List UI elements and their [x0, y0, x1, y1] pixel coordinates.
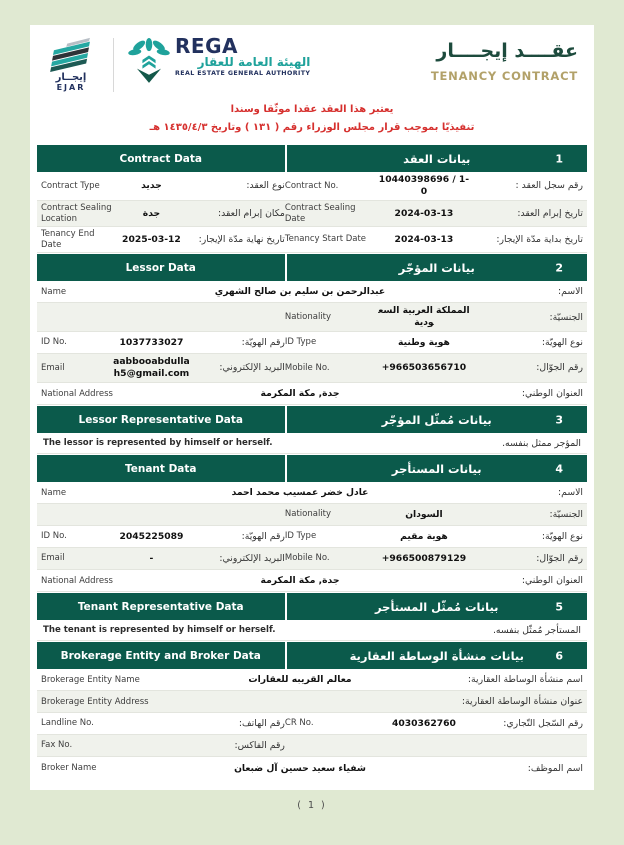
ejar-stripes-icon: [42, 36, 100, 72]
label-ar: اسم الموظف:: [527, 763, 583, 775]
rega-logo-text: [175, 36, 310, 77]
field-value: جدة, مكة المكرمة: [260, 388, 340, 400]
label-ar: نوع العقد:: [246, 180, 285, 192]
field-lessor-id-no: [41, 337, 285, 349]
label-ar: البريد الإلكتروني:: [219, 552, 285, 564]
field-contract-type: [41, 180, 285, 192]
field-tenancy-start: [285, 234, 583, 246]
document-title: [431, 36, 582, 83]
field-value: هوية مقيم: [400, 530, 448, 542]
label-en: Landline No.: [41, 718, 94, 729]
label-ar: تاريخ بداية مدّة الإيجار:: [496, 233, 583, 245]
label-en: Nationality: [284, 312, 332, 323]
section-number: 3: [555, 413, 563, 427]
label-ar: رقم الهاتف:: [238, 717, 285, 729]
section-title-en: Lessor Data: [37, 254, 285, 281]
field-tenant-id-no: [41, 531, 285, 543]
field-lessor-mobile: [285, 362, 583, 374]
row-lessor-name: [37, 281, 587, 303]
label-en: Mobile No.: [284, 553, 330, 564]
row-tenant-nationality: [37, 504, 587, 526]
section-header-right: [287, 254, 588, 281]
field-cr-no: [285, 718, 583, 730]
field-tenant-mobile: [285, 553, 583, 565]
label-en: Brokerage Entity Address: [41, 696, 149, 707]
label-ar: رقم الجوّال:: [536, 362, 583, 374]
row-broker-phones: [37, 713, 587, 735]
label-en: CR No.: [284, 718, 314, 729]
field-value: جدة: [142, 207, 161, 219]
label-en: ID Type: [284, 337, 317, 348]
section-number: 6: [555, 649, 563, 663]
section-header-right: [287, 145, 588, 172]
field-value: 10440398696 / 1-0: [378, 174, 470, 197]
section-title-ar: بيانات منشأة الوساطة العقارية: [349, 648, 524, 663]
field-value: 1037733027: [119, 336, 184, 348]
label-ar: نوع الهويّة:: [541, 337, 583, 348]
label-ar: مكان إبرام العقد:: [217, 207, 285, 219]
page-number: ( 1 ): [297, 800, 327, 811]
label-ar: الاسم:: [558, 487, 583, 499]
field-value: عبدالرحمن بن سليم بن صالح الشهري: [214, 286, 386, 298]
label-ar: رقم الهويّة:: [241, 530, 285, 542]
legal-notice: [37, 99, 587, 144]
label-ar: رقم الجوّال:: [536, 552, 583, 564]
label-ar: تاريخ إبرام العقد:: [517, 207, 583, 219]
field-tenant-nationality: [285, 509, 583, 521]
document-title-ar: عقــــد إيجــــار: [436, 40, 578, 62]
field-value: معالم القريبه للعقارات: [248, 674, 352, 686]
row-lessor-id: [37, 332, 587, 354]
section-header-tenant: [37, 455, 587, 482]
row-lessor-contact: [37, 354, 587, 383]
rega-name-en: REAL ESTATE GENERAL AUTHORITY: [175, 69, 311, 77]
field-value: 2024-03-13: [394, 233, 454, 245]
section-number: 2: [555, 261, 563, 275]
field-lessor-id-type: [285, 337, 583, 349]
rega-wordmark: REGA: [175, 34, 238, 58]
field-landline: [41, 718, 285, 730]
label-en: Fax No.: [41, 740, 73, 751]
label-en: National Address: [41, 388, 113, 399]
rep-note-en: The tenant is represented by himself or herself.: [43, 625, 276, 636]
row-tenant-address: [37, 570, 587, 592]
field-value: 2024-03-13: [394, 207, 454, 219]
section-header-lessor-rep: [37, 406, 587, 433]
document-title-en: TENANCY CONTRACT: [430, 68, 578, 83]
field-contract-no: [285, 174, 583, 198]
row-broker-name: [37, 757, 587, 790]
label-ar: الجنسيّة:: [549, 311, 583, 323]
row-tenancy-dates: [37, 227, 587, 253]
ejar-logo: [42, 36, 100, 92]
label-en: Contract No.: [284, 180, 339, 191]
label-en: Nationality: [284, 509, 332, 520]
section-header-broker: [37, 642, 587, 669]
field-value: جدة, مكة المكرمة: [260, 575, 340, 587]
field-tenancy-end: [41, 229, 285, 250]
label-ar: الجنسيّة:: [549, 508, 583, 520]
row-brokerage-name: [37, 669, 587, 691]
legal-notice-line2: تنفيذيّا بموجب قرار مجلس الوزراء رقم ( ١٣١ ) وتاريخ ١٤٣٥/٤/٣ هـ: [149, 122, 475, 133]
field-value: هوية وطنية: [398, 336, 450, 348]
label-en: Brokerage Entity Name: [41, 674, 140, 685]
field-lessor-email: [41, 356, 285, 380]
row-sealing: [37, 201, 587, 227]
field-value: جديد: [141, 179, 162, 191]
section-number: 1: [555, 152, 563, 165]
label-ar: رقم الفاكس:: [234, 739, 285, 751]
section-title-en: Tenant Representative Data: [37, 593, 285, 620]
contract-page: [30, 25, 594, 790]
section-title-ar: بيانات مُمثّل المستأجر: [375, 599, 499, 614]
rep-note-en: The lessor is represented by himself or herself.: [43, 438, 273, 449]
row-tenant-contact: [37, 548, 587, 570]
label-ar: رقم السّجل التّجاري:: [503, 717, 583, 729]
section-title-en: Lessor Representative Data: [37, 406, 285, 433]
field-sealing-date: [285, 203, 583, 224]
page-header: [37, 25, 587, 99]
legal-notice-line1: يعتبر هذا العقد عقدا موثّقا وسندا: [230, 104, 394, 115]
row-lessor-rep-note: [37, 433, 587, 454]
section-header-right: [287, 455, 588, 482]
ejar-logo-text-en: EJAR: [56, 83, 86, 92]
label-en: ID No.: [41, 531, 67, 542]
label-ar: البريد الإلكتروني:: [219, 362, 285, 374]
label-ar: اسم منشأة الوساطة العقارية:: [467, 674, 583, 686]
label-en: National Address: [41, 575, 113, 586]
section-title-ar: بيانات العقد: [403, 151, 471, 166]
rega-logo: [127, 36, 310, 84]
section-title-en: Tenant Data: [37, 455, 285, 482]
row-tenant-name: [37, 482, 587, 504]
field-value: +966500879129: [381, 552, 467, 564]
label-en: Name: [41, 487, 67, 498]
label-ar: رقم الهويّة:: [241, 337, 285, 348]
section-header-contract: [37, 145, 587, 172]
label-ar: الاسم:: [558, 286, 583, 298]
row-lessor-nationality: [37, 303, 587, 332]
logo-divider: [113, 38, 114, 92]
label-ar: نوع الهويّة:: [541, 530, 583, 542]
field-tenant-email: [41, 553, 285, 565]
row-contract-no-type: [37, 172, 587, 201]
label-ar: عنوان منشأة الوساطة العقارية:: [461, 696, 583, 708]
label-en: ID Type: [284, 531, 317, 542]
field-value: السودان: [405, 508, 443, 520]
field-value: 2025-03-12: [122, 233, 181, 245]
section-title-ar: بيانات المستأجر: [391, 461, 482, 476]
section-title-ar: بيانات المؤجّر: [398, 260, 475, 275]
label-en: Mobile No.: [284, 362, 330, 373]
section-header-right: [287, 406, 588, 433]
section-header-lessor: [37, 254, 587, 281]
label-en: Contract Type: [41, 180, 100, 191]
label-en: Email: [41, 362, 65, 373]
label-en: Broker Name: [41, 763, 97, 774]
field-value: عادل خضر عمسيب محمد احمد: [231, 487, 369, 499]
label-en: Tenancy End Date: [41, 229, 95, 250]
rega-name-ar: الهيئة العامة للعقار: [197, 55, 311, 69]
field-sealing-location: [41, 203, 285, 224]
row-lessor-address: [37, 383, 587, 405]
label-en: Contract Sealing Date: [284, 202, 356, 224]
section-header-right: [287, 642, 588, 669]
section-header-right: [287, 593, 588, 620]
section-title-ar: بيانات مُمثّل المؤجّر: [381, 412, 492, 427]
row-fax: [37, 735, 587, 757]
rep-note-ar: المؤجر ممثل بنفسه.: [502, 437, 581, 449]
rep-note-ar: المستأجر مُمثّل بنفسه.: [492, 624, 581, 636]
field-value: aabbooabdullah5@gmail.com: [113, 356, 190, 380]
label-ar: العنوان الوطني:: [521, 575, 583, 587]
field-value: 4030362760: [391, 717, 456, 729]
section-title-en: Contract Data: [37, 145, 285, 172]
row-tenant-id: [37, 526, 587, 548]
label-ar: العنوان الوطني:: [521, 388, 583, 400]
label-en: Contract Sealing Location: [41, 202, 112, 224]
label-en: Name: [41, 286, 67, 297]
row-tenant-rep-note: [37, 620, 587, 641]
ejar-logo-text-ar: إيجــار: [55, 72, 87, 83]
section-header-tenant-rep: [37, 593, 587, 620]
field-value: المملكة العربية السعودية: [378, 305, 470, 329]
field-fax: [41, 740, 285, 752]
rega-palm-icon: [127, 36, 171, 84]
field-value: شفياء سعيد حسين آل ضبعان: [234, 763, 366, 775]
row-brokerage-address: [37, 691, 587, 713]
label-en: ID No.: [41, 337, 67, 348]
field-value: 2045225089: [119, 530, 184, 542]
section-title-en: Brokerage Entity and Broker Data: [37, 642, 285, 669]
field-tenant-id-type: [285, 531, 583, 543]
label-en: Email: [41, 553, 65, 564]
field-value: -: [149, 552, 154, 564]
section-number: 5: [555, 600, 563, 614]
section-number: 4: [555, 462, 563, 476]
label-ar: تاريخ نهاية مدّة الإيجار:: [198, 233, 285, 245]
label-en: Tenancy Start Date: [284, 234, 367, 245]
field-lessor-nationality: [285, 305, 583, 329]
field-value: +966503656710: [381, 362, 467, 374]
label-ar: رقم سجل العقد :: [515, 180, 583, 192]
